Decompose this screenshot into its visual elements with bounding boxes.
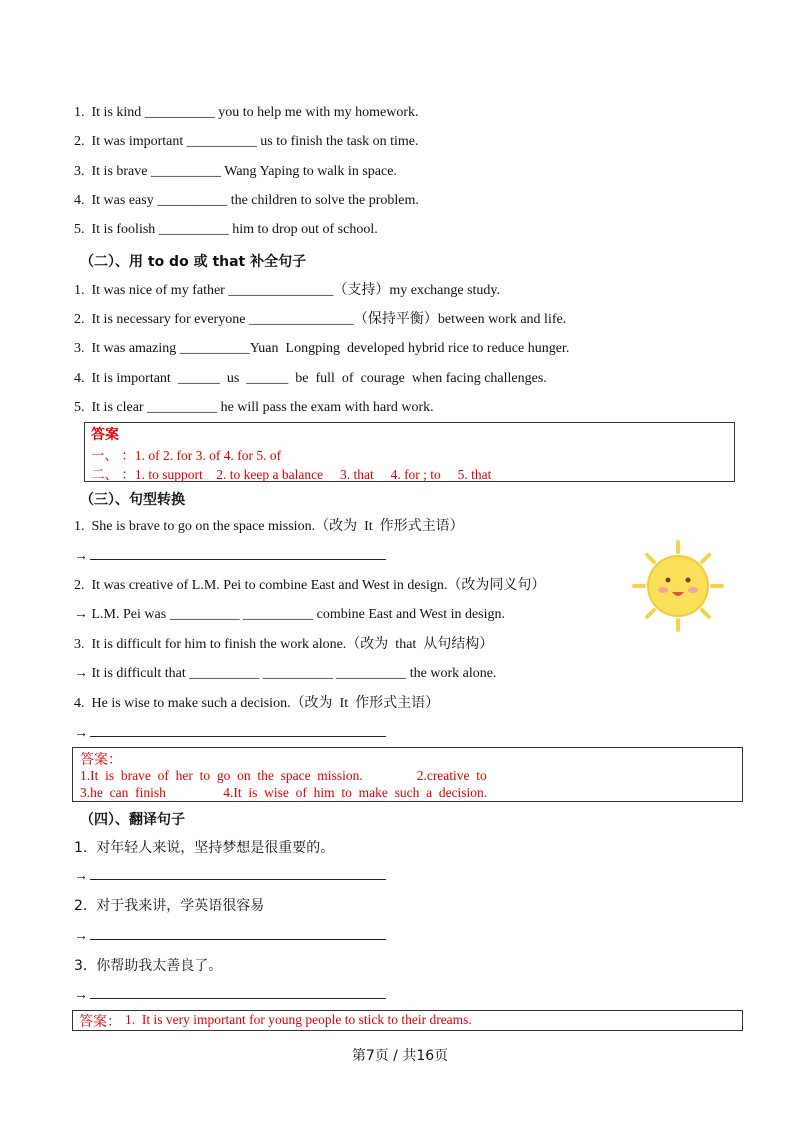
exercise-4-item-3: 3. 你帮助我太善良了。 [74,958,223,974]
answer-box-2 [84,422,735,482]
exercise-2-item-2: 2. It is necessary for everyone _______________（保持平衡）between work and life. [74,312,567,327]
answer-title: 答案： [80,752,122,768]
exercise-1-item-1: 1. It is kind __________ you to help me with my homework. [74,105,419,120]
exercise-2-item-3: 3. It was amazing __________Yuan Longping developed hybrid rice to reduce hunger. [74,341,570,356]
exercise-1-item-3: 3. It is brave __________ Wang Yaping to walk in space. [74,164,397,179]
exercise-4-item-1: 1. 对年轻人来说，坚持梦想是很重要的。 [74,840,335,856]
exercise-2-item-1: 1. It was nice of my father _______________（支持）my exchange study. [74,283,501,298]
answer-line-blank [74,724,386,742]
blank-rule[interactable] [90,547,386,560]
blank-rule[interactable] [90,986,386,999]
page-footer: 第7页 / 共16页 [351,1048,449,1064]
exercise-3-item-3: 3. It is difficult for him to finish the work alone.（改为 that 从句结构） [74,637,494,652]
answer-line: 1. It is very important for young people to stick to their dreams. [125,1012,472,1027]
section-2-heading: （二）、用 to do 或 that 补全句子 [80,254,307,270]
exercise-2-item-5: 5. It is clear __________ he will pass the exam with hard work. [74,400,434,415]
exercise-3-item-2-rewrite: → L.M. Pei was __________ __________ combine East and West in design. [74,607,506,622]
answer-line-blank [74,927,386,945]
sun-icon [628,538,728,634]
answer-line-blank [74,547,386,565]
blank-rule[interactable] [90,867,386,880]
answer-title: 答案 [91,427,119,443]
answer-line: 一、 ：1. of 2. for 3. of 4. for 5. of [91,448,282,463]
answer-box-3 [72,747,743,802]
answer-line: 3.he can finish 4.It is wise of him to make such a decision. [80,785,488,800]
arrow: → [74,549,88,564]
exercise-3-item-1: 1. She is brave to go on the space mission.（改为 It 作形式主语） [74,519,464,534]
exercise-3-item-4: 4. He is wise to make such a decision.（改为 It 作形式主语） [74,696,440,711]
answer-box-4 [72,1010,743,1031]
exercise-3-item-2: 2. It was creative of L.M. Pei to combine East and West in design.（改为同义句） [74,578,546,593]
arrow: → [74,869,88,884]
answer-line: 1.It is brave of her to go on the space mission. 2.creative to [80,768,487,783]
arrow: → [74,726,88,741]
section-3-heading: （三）、句型转换 [80,492,185,508]
exercise-4-item-2: 2. 对于我来讲，学英语很容易 [74,898,265,914]
exercise-1-item-5: 5. It is foolish __________ him to drop out of school. [74,222,378,237]
exercise-1-item-2: 2. It was important __________ us to finish the task on time. [74,134,419,149]
section-4-heading: （四）、翻译句子 [80,812,185,828]
arrow: → [74,929,88,944]
exercise-1-item-4: 4. It was easy __________ the children to solve the problem. [74,193,419,208]
exercise-2-item-4: 4. It is important ______ us ______ be full of courage when facing challenges. [74,371,547,386]
exercise-3-item-3-rewrite: → It is difficult that __________ __________ __________ the work alone. [74,666,497,681]
blank-rule[interactable] [90,927,386,940]
answer-line-blank [74,986,386,1004]
arrow: → [74,988,88,1003]
answer-line: 二、 ：1. to support 2. to keep a balance 3. that 4. for ; to 5. that [91,467,492,482]
blank-rule[interactable] [90,724,386,737]
answer-line-blank [74,867,386,885]
answer-title: 答案： [79,1014,121,1030]
